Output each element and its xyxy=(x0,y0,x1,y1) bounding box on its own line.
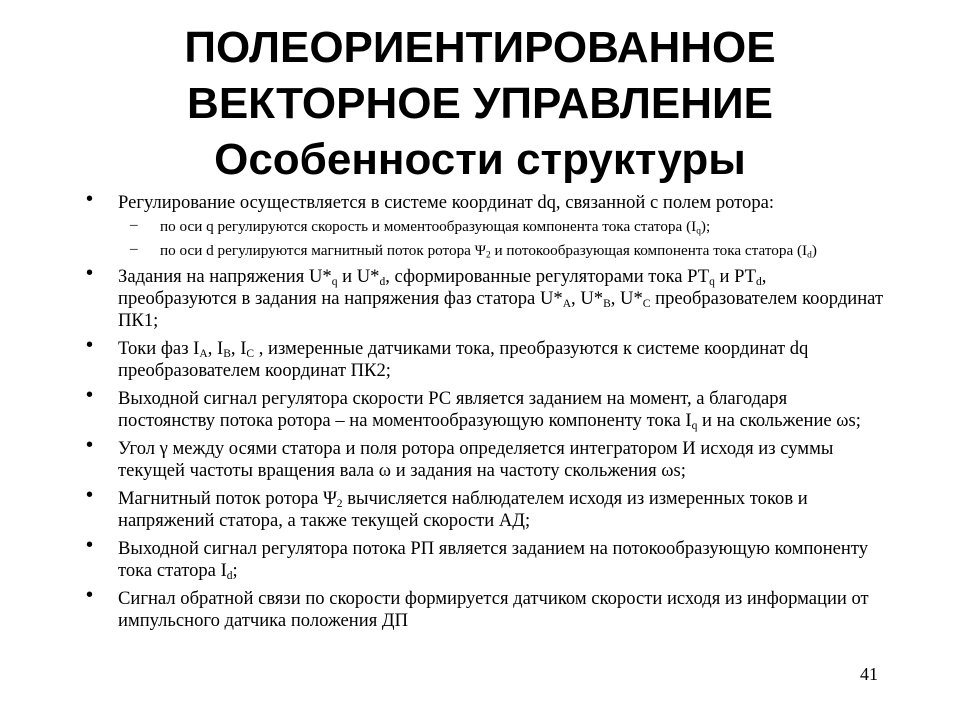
bullet-item: • Выходной сигнал регулятора потока РП является заданием на потокообразующую компоненту тока статора $I_d$; xyxy=(86,538,886,582)
bullet-item: • Угол γ между осями статора и поля ротора определяется интегратором И исходя из суммы текущей частоты вращения вала ω и задания на частоту скольжения ωs; xyxy=(86,438,886,482)
bullet-item: • Токи фаз $I_A$, $I_B$, $I_C$ , измеренные датчиками тока, преобразуются к системе координат dq преобразователем координат ПК2; xyxy=(86,338,886,382)
bullet-item: • Задания на напряжения $U*_q$ и $U*_d$, сформированные регуляторами тока $РТ_q$ и $РТ_d$, преобразуются в задания на напряжения фаз статора $U*_A$, $U*_B$, $U*_C$ преобразователем координат ПК1; xyxy=(86,266,886,332)
sub-bullet-item: – по оси d регулируются магнитный поток ротора $\Psi_2$ и потокообразующая компонента тока статора $(I_d)$ xyxy=(118,242,886,260)
bullet-item xyxy=(86,192,886,260)
bullet-text: Регулирование осуществляется в системе координат dq, связанной с полем ротора: xyxy=(118,192,775,213)
bullet-item: • Сигнал обратной связи по скорости формируется датчиком скорости исходя из информации от импульсного датчика положения ДП xyxy=(86,588,886,632)
sub-bullet-item: – по оси q регулируются скорость и моментообразующая компонента тока статора $(I_q)$; xyxy=(118,218,886,236)
bullet-item: • Выходной сигнал регулятора скорости РС является заданием на момент, а благодаря постоянству потока ротора – на моментообразующую компоненту тока $I_q$ и на скольжение ωs; xyxy=(86,388,886,432)
slide-title-line-2: ВЕКТОРНОЕ УПРАВЛЕНИЕ xyxy=(187,79,773,128)
page-number: 41 xyxy=(860,664,878,684)
slide-subtitle: Особенности структуры xyxy=(214,135,746,184)
bullet-item: • Магнитный поток ротора $\Psi_2$ вычисляется наблюдателем исходя из измеренных токов и напряжений статора, а также текущей скорости АД; xyxy=(86,488,886,532)
slide-title-line-1: ПОЛЕОРИЕНТИРОВАННОЕ xyxy=(184,23,776,72)
bullet-list xyxy=(86,192,886,638)
